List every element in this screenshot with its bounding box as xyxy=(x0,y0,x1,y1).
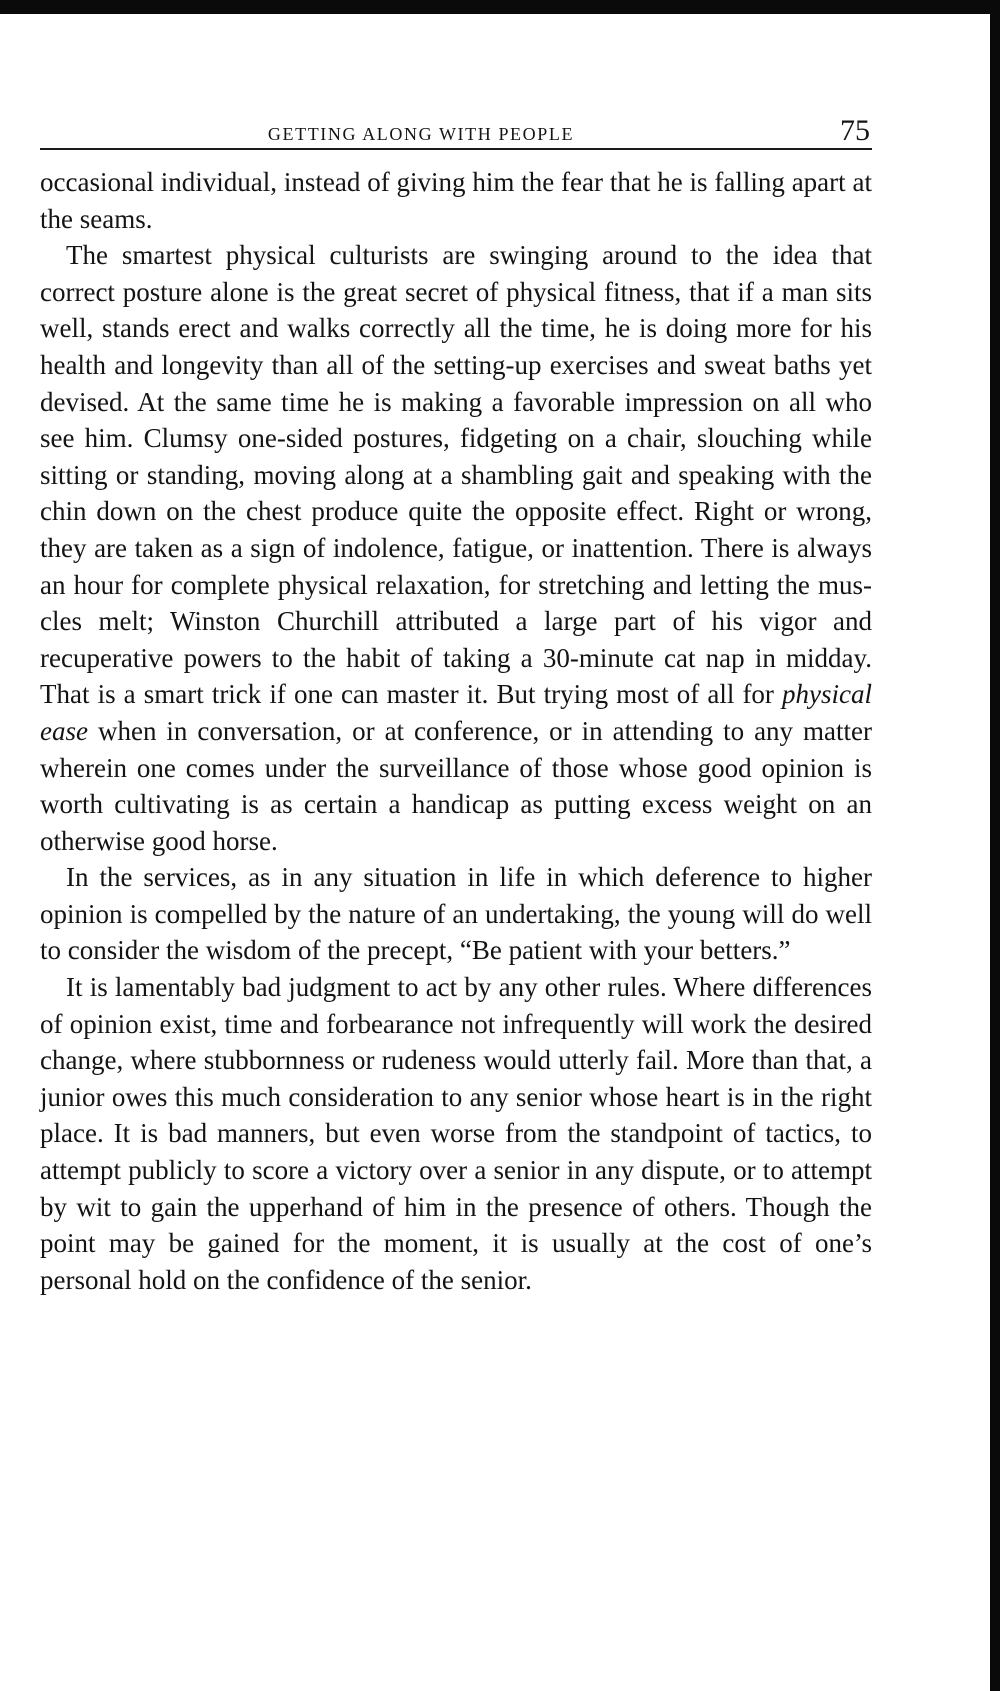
paragraph-continued: occasional individual, instead of giving him the fear that he is falling apart at the seams. xyxy=(40,167,872,234)
book-page xyxy=(40,108,872,1298)
running-header xyxy=(40,108,872,150)
scan-edge-top xyxy=(0,0,1000,14)
paragraph-posture-text-start: The smartest physical culturists are swinging around to the idea that correct posture alone is the great secret of physical fitness, that if a man sits well, stands erect and walks correctly all the time, he is doing more for his health and longevity than all of the setting-up exercises and sweat baths yet devised. At the same time he is making a favorable impression on all who see him. Clumsy one-sided postures, fidgeting on a chair, slouching while sitting or standing, moving along at a shambling gait and speaking with the chin down on the chest produce quite the opposite effect. Right or wrong, they are taken as a sign of indolence, fatigue, or inattention. There is always an hour for complete physical relaxation, for stretching and letting the muscles melt; Winston Churchill attributed a large part of his vigor and recuperative powers to the habit of taking a 30-minute cat nap in midday. That is a smart trick if one can master it. But trying most of all for xyxy=(40,240,872,710)
emphasis-physical-ease: physical ease xyxy=(40,679,872,746)
paragraph-posture-text-end: when in conversation, or at conference, or in attending to any matter wherein one comes under the surveillance of those whose good opinion is worth cultivating is as certain a handicap as putting excess weight on an otherwise good horse. xyxy=(40,715,872,856)
running-title: GETTING ALONG WITH PEOPLE xyxy=(267,124,575,144)
paragraph-services: In the services, as in any situation in life in which deference to higher opinion is compelled by the nature of an undertaking, the young will do well to consider the wisdom of the precept, “Be patient with your betters.” xyxy=(40,862,872,966)
page-number: 75 xyxy=(840,114,870,147)
scan-edge-right xyxy=(990,0,1000,1691)
paragraph-posture xyxy=(40,237,872,859)
page-body xyxy=(40,164,872,1298)
paragraph-judgment: It is lamentably bad judgment to act by any other rules. Where differences of opinion exist, time and forbearance not infrequently will work the desired change, where stubbornness or rudeness would utterly fail. More than that, a junior owes this much consideration to any senior whose heart is in the right place. It is bad manners, but even worse from the standpoint of tactics, to attempt publicly to score a victory over a senior in any dispute, or to attempt by wit to gain the upperhand of him in the presence of others. Though the point may be gained for the moment, it is usually at the cost of one’s personal hold on the confidence of the senior. xyxy=(40,972,872,1295)
